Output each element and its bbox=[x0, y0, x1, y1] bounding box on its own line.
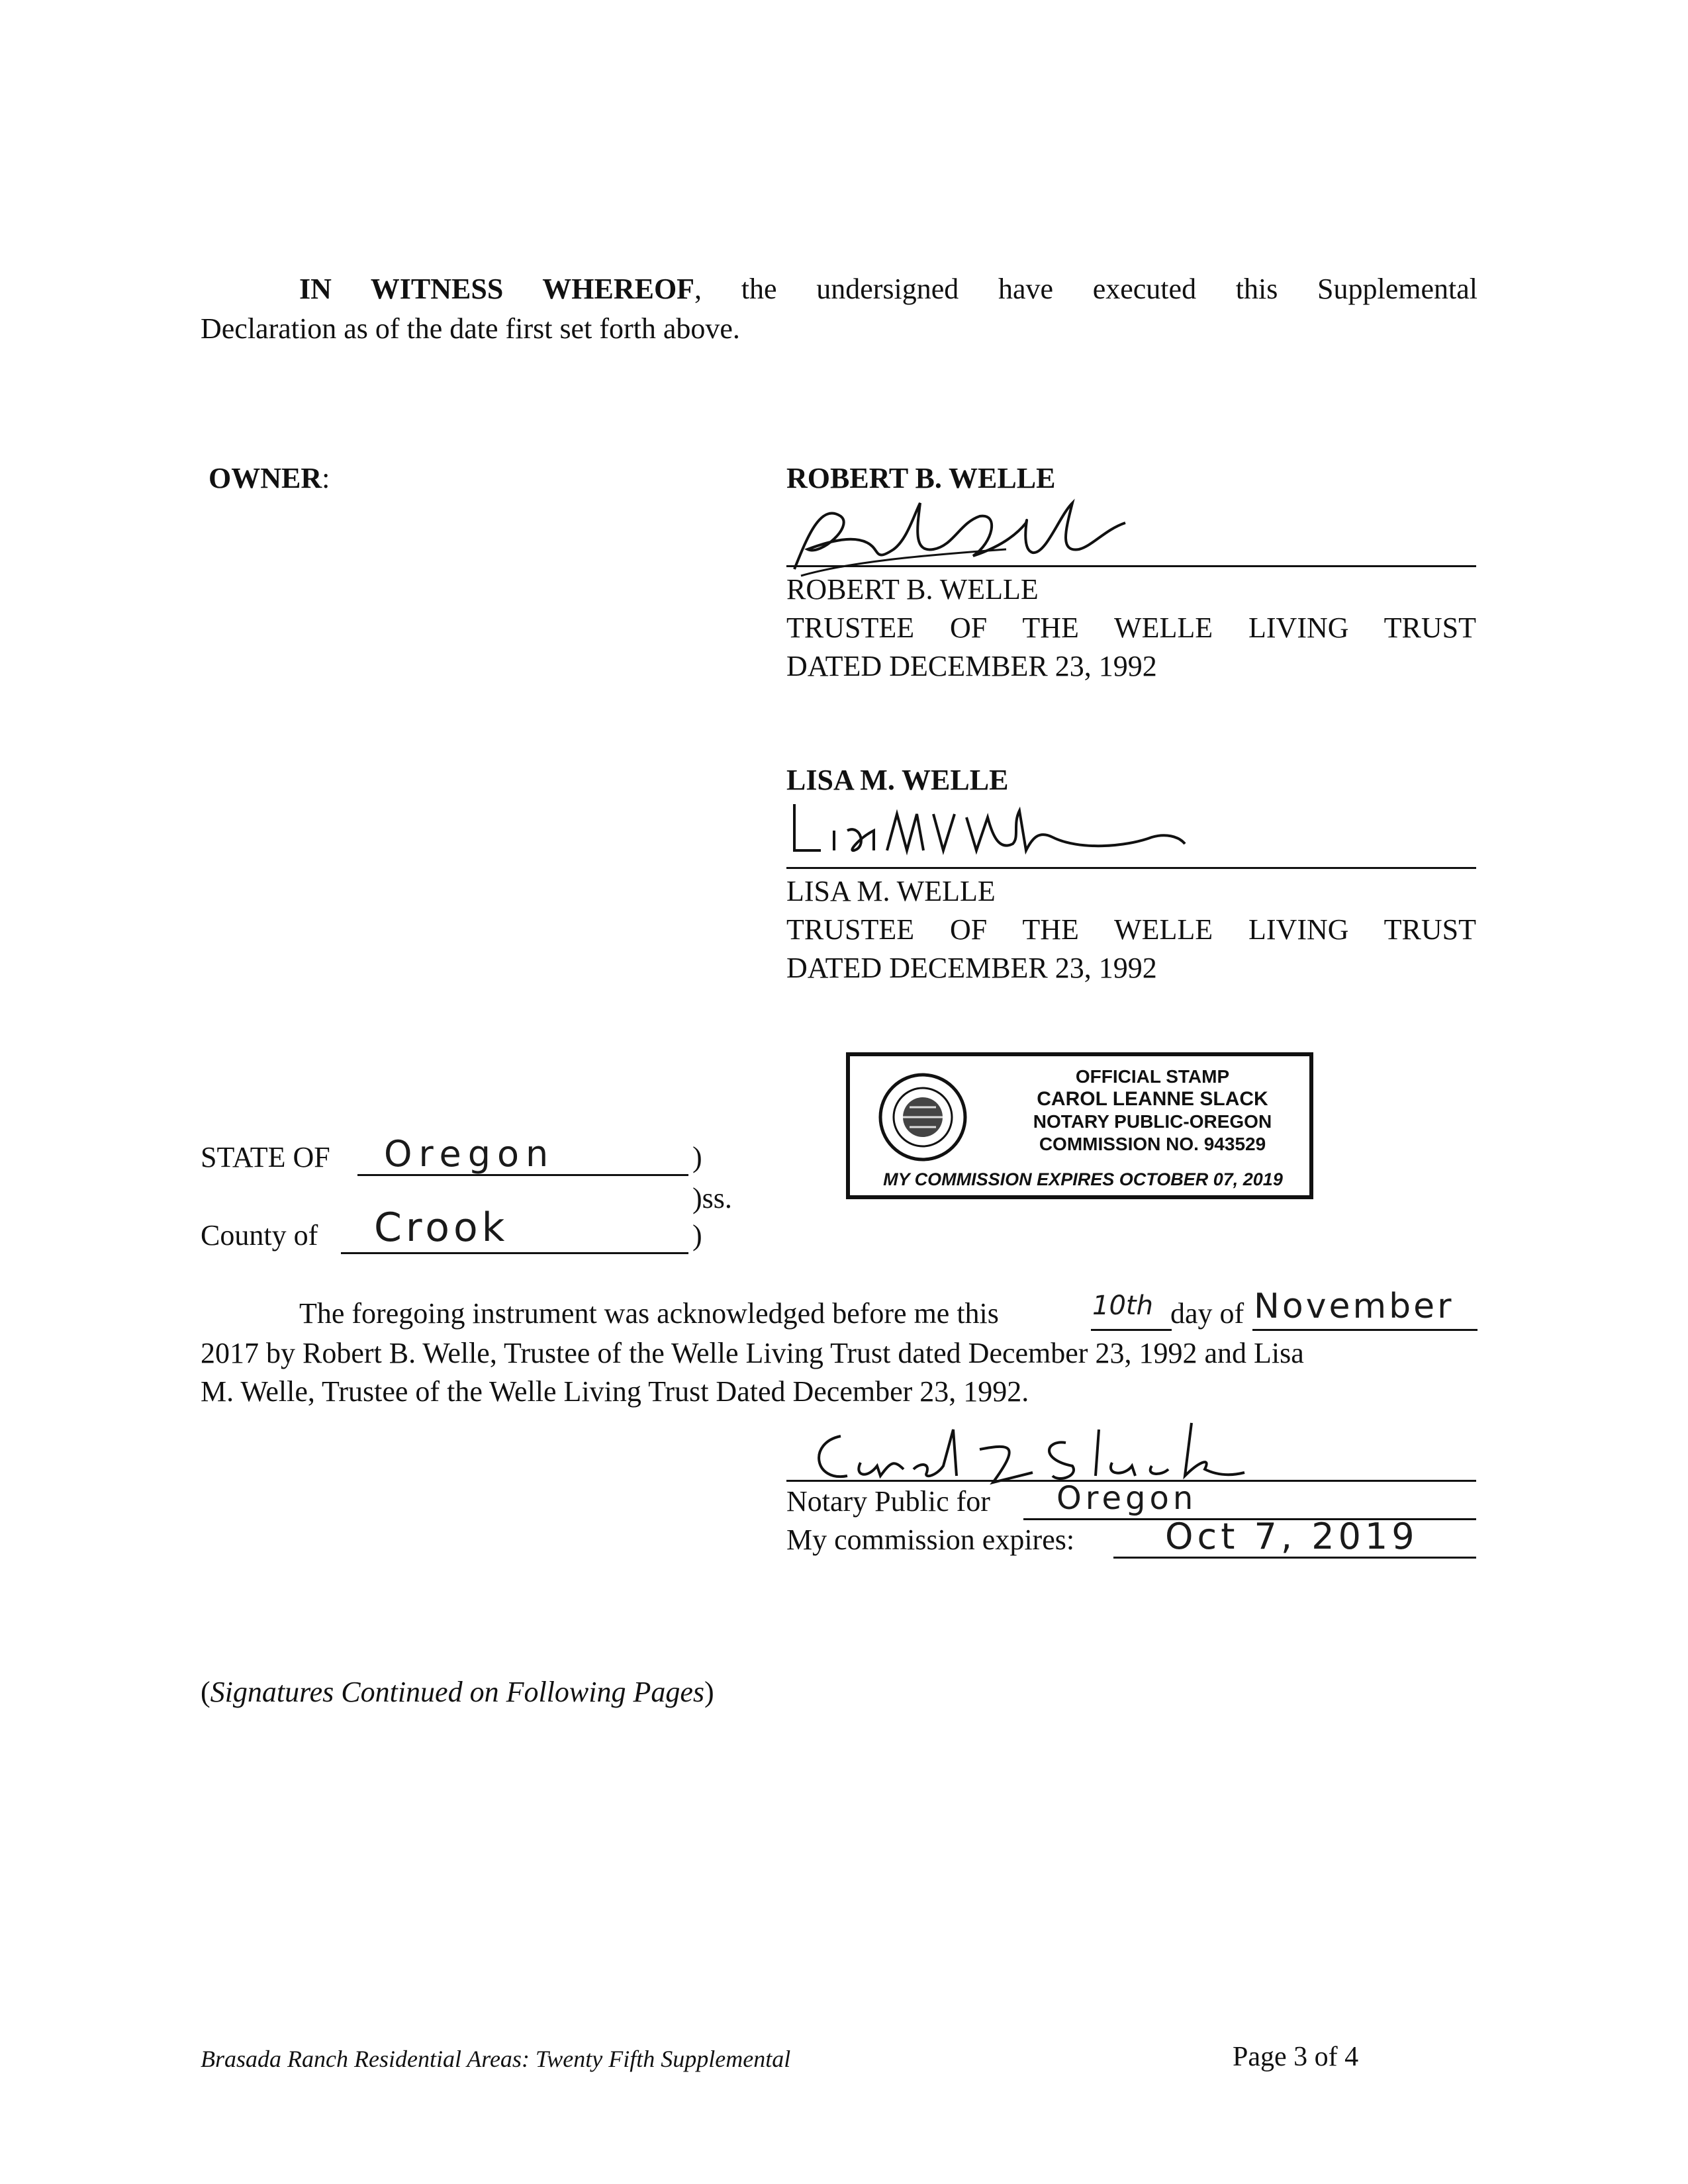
county-value: Crook bbox=[374, 1205, 509, 1251]
county-label: County of bbox=[201, 1219, 318, 1251]
ack-month-line bbox=[1252, 1329, 1477, 1331]
signer1-title: TRUSTEE OF THE WELLE LIVING TRUST bbox=[786, 612, 1476, 644]
ack-day-line bbox=[1091, 1329, 1172, 1331]
ack-intro: The foregoing instrument was acknowledged before me this bbox=[299, 1297, 999, 1330]
notary-public-value: Oregon bbox=[1056, 1480, 1197, 1517]
signer2-heading: LISA M. WELLE bbox=[786, 764, 1009, 796]
owner-label: OWNER bbox=[209, 462, 322, 494]
stamp-line-1: OFFICIAL STAMP bbox=[1075, 1066, 1230, 1087]
stamp-line-5: MY COMMISSION EXPIRES OCTOBER 07, 2019 bbox=[883, 1169, 1283, 1189]
county-line bbox=[341, 1252, 688, 1254]
witness-lead: IN WITNESS WHEREOF bbox=[299, 273, 695, 305]
continued-close: ) bbox=[704, 1676, 714, 1708]
stamp-line-3: NOTARY PUBLIC-OREGON bbox=[1033, 1111, 1272, 1132]
stamp-line-2: CAROL LEANNE SLACK bbox=[1037, 1088, 1268, 1110]
continued-text: Signatures Continued on Following Pages bbox=[210, 1676, 705, 1708]
notary-stamp bbox=[846, 1052, 1313, 1199]
witness-line-1 bbox=[299, 270, 1477, 308]
state-value: Oregon bbox=[384, 1133, 555, 1175]
lisa-signature bbox=[781, 784, 1231, 870]
signer2-signature-line bbox=[786, 867, 1476, 869]
continued-note bbox=[201, 1673, 714, 1711]
notary-expires-label: My commission expires: bbox=[786, 1524, 1075, 1556]
signer2-name: LISA M. WELLE bbox=[786, 875, 996, 907]
signer2-title: TRUSTEE OF THE WELLE LIVING TRUST bbox=[786, 913, 1476, 946]
signer2-date: DATED DECEMBER 23, 1992 bbox=[786, 952, 1157, 984]
stamp-text-block bbox=[1002, 1066, 1303, 1156]
ack-line-2: 2017 by Robert B. Welle, Trustee of the Welle Living Trust dated December 23, 1992 and Lisa bbox=[201, 1337, 1304, 1369]
signer1-heading: ROBERT B. WELLE bbox=[786, 462, 1056, 494]
oregon-seal-icon bbox=[876, 1071, 969, 1163]
notary-public-label: Notary Public for bbox=[786, 1485, 990, 1518]
ss-label: )ss. bbox=[692, 1182, 732, 1214]
ack-day-label: day of bbox=[1170, 1297, 1244, 1330]
county-paren: ) bbox=[692, 1219, 702, 1251]
ack-day-value: 10th bbox=[1092, 1291, 1153, 1321]
witness-line-2: Declaration as of the date first set forth above. bbox=[201, 312, 740, 345]
witness-line-1-rest: , the undersigned have executed this Supplemental bbox=[694, 273, 1477, 305]
signer1-date: DATED DECEMBER 23, 1992 bbox=[786, 650, 1157, 682]
footer-title: Brasada Ranch Residential Areas: Twenty Fifth Supplemental bbox=[201, 2046, 791, 2072]
stamp-line-4: COMMISSION NO. 943529 bbox=[1039, 1134, 1266, 1154]
footer-page: Page 3 of 4 bbox=[1233, 2042, 1359, 2072]
signer1-name: ROBERT B. WELLE bbox=[786, 573, 1039, 606]
state-label: STATE OF bbox=[201, 1141, 330, 1173]
ack-line-3: M. Welle, Trustee of the Welle Living Trust Dated December 23, 1992. bbox=[201, 1375, 1029, 1408]
continued-open: ( bbox=[201, 1676, 211, 1708]
notary-expires-value: Oct 7, 2019 bbox=[1165, 1516, 1419, 1557]
owner-label-row bbox=[209, 459, 330, 498]
signer1-signature-line bbox=[786, 565, 1476, 567]
notary-expires-line bbox=[1113, 1557, 1476, 1559]
state-line bbox=[357, 1174, 688, 1176]
ack-month-value: November bbox=[1254, 1287, 1454, 1326]
owner-colon: : bbox=[322, 462, 330, 494]
state-paren: ) bbox=[692, 1141, 702, 1173]
